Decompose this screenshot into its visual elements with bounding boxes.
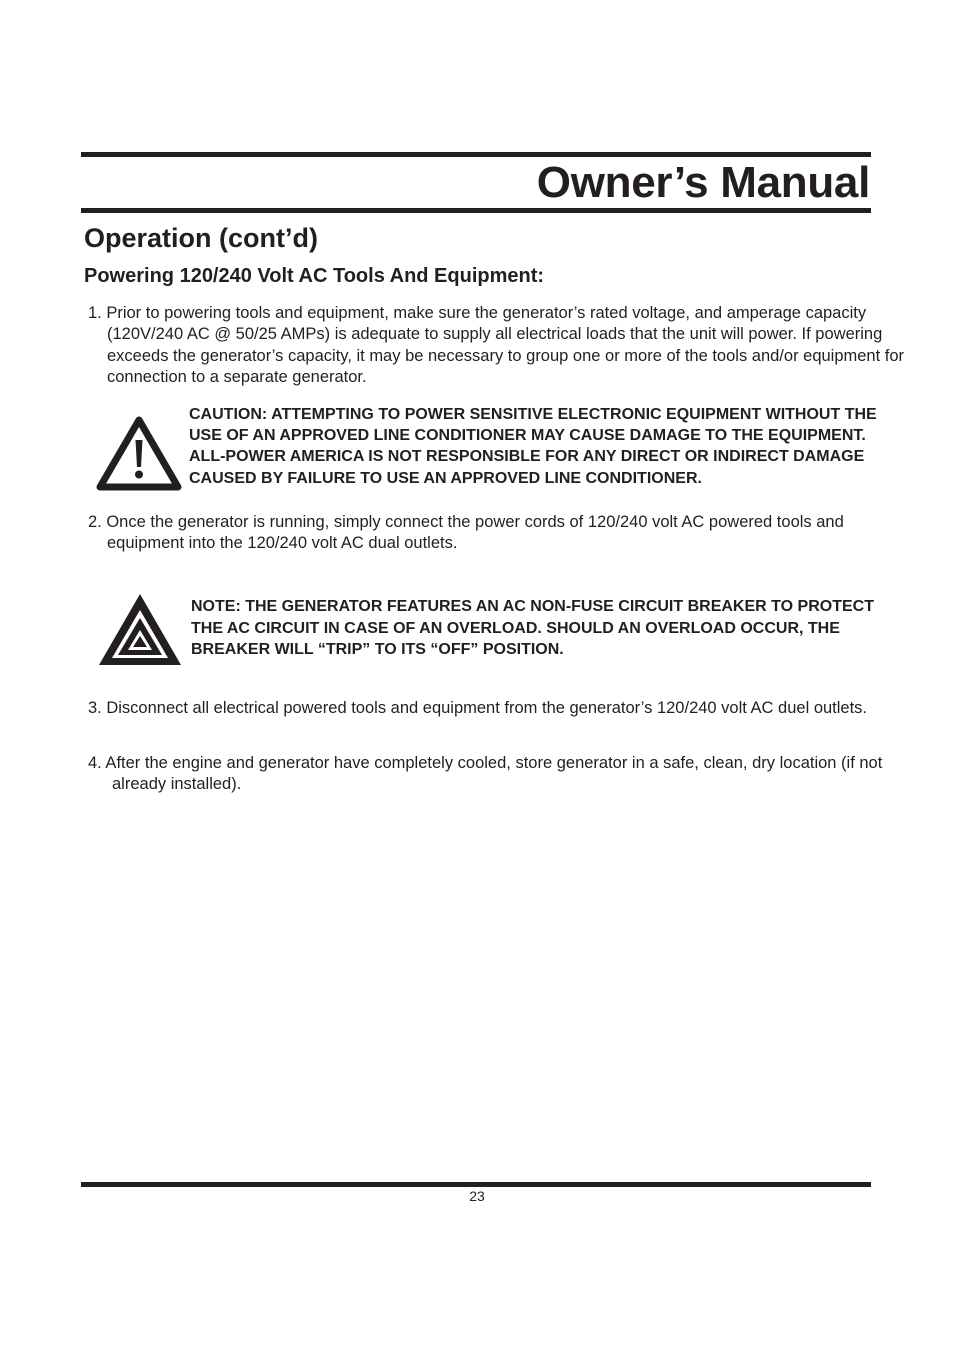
section-subtitle: Powering 120/240 Volt AC Tools And Equipment: (84, 265, 545, 287)
step-1-text: 1. Prior to powering tools and equipment, make sure the generator’s rated voltage, and amperage capacity (120V/240 AC @ 50/25 AMPs) is adequate to supply all electrical loads that the unit will power. If powering exceeds the generator’s capacity, it may be necessary to group one or more of the tools and/or equipment for connection to a separate generator. (88, 304, 905, 387)
exclamation-warning-triangle-icon (96, 416, 182, 491)
manual-title: Owner’s Manual (536, 158, 870, 207)
caution-text: CAUTION: ATTEMPTING TO POWER SENSITIVE ELECTRONIC EQUIPMENT WITHOUT THE USE OF AN APPROVED LINE CONDITIONER MAY CAUSE DAMAGE TO THE EQUIPMENT. ALL-POWER AMERICA IS NOT RESPONSIBLE FOR ANY DIRECT OR INDIRECT DAMAGE CAUSED BY FAILURE TO USE AN APPROVED LINE CONDITIONER. (189, 406, 877, 487)
note-text: NOTE: THE GENERATOR FEATURES AN AC NON-FUSE CIRCUIT BREAKER TO PROTECT THE AC CIRCUIT IN CASE OF AN OVERLOAD. SHOULD AN OVERLOAD OCCUR, THE BREAKER WILL “TRIP” TO ITS “OFF” POSITION. (191, 598, 874, 659)
step-2-text: 2. Once the generator is running, simply connect the power cords of 120/240 volt AC powered tools and equipment into the 120/240 volt AC dual outlets. (88, 513, 844, 553)
section-title: Operation (cont’d) (84, 223, 318, 253)
header-bottom-rule (81, 208, 871, 213)
header-top-rule (81, 152, 871, 157)
step-3-text: 3. Disconnect all electrical powered tools and equipment from the generator’s 120/240 volt AC duel outlets. (88, 699, 868, 717)
page-number: 23 (469, 1188, 485, 1204)
step-4-text: 4. After the engine and generator have completely cooled, store generator in a safe, clean, dry location (if not already installed). (88, 754, 883, 794)
nested-triangle-note-icon (98, 592, 182, 667)
